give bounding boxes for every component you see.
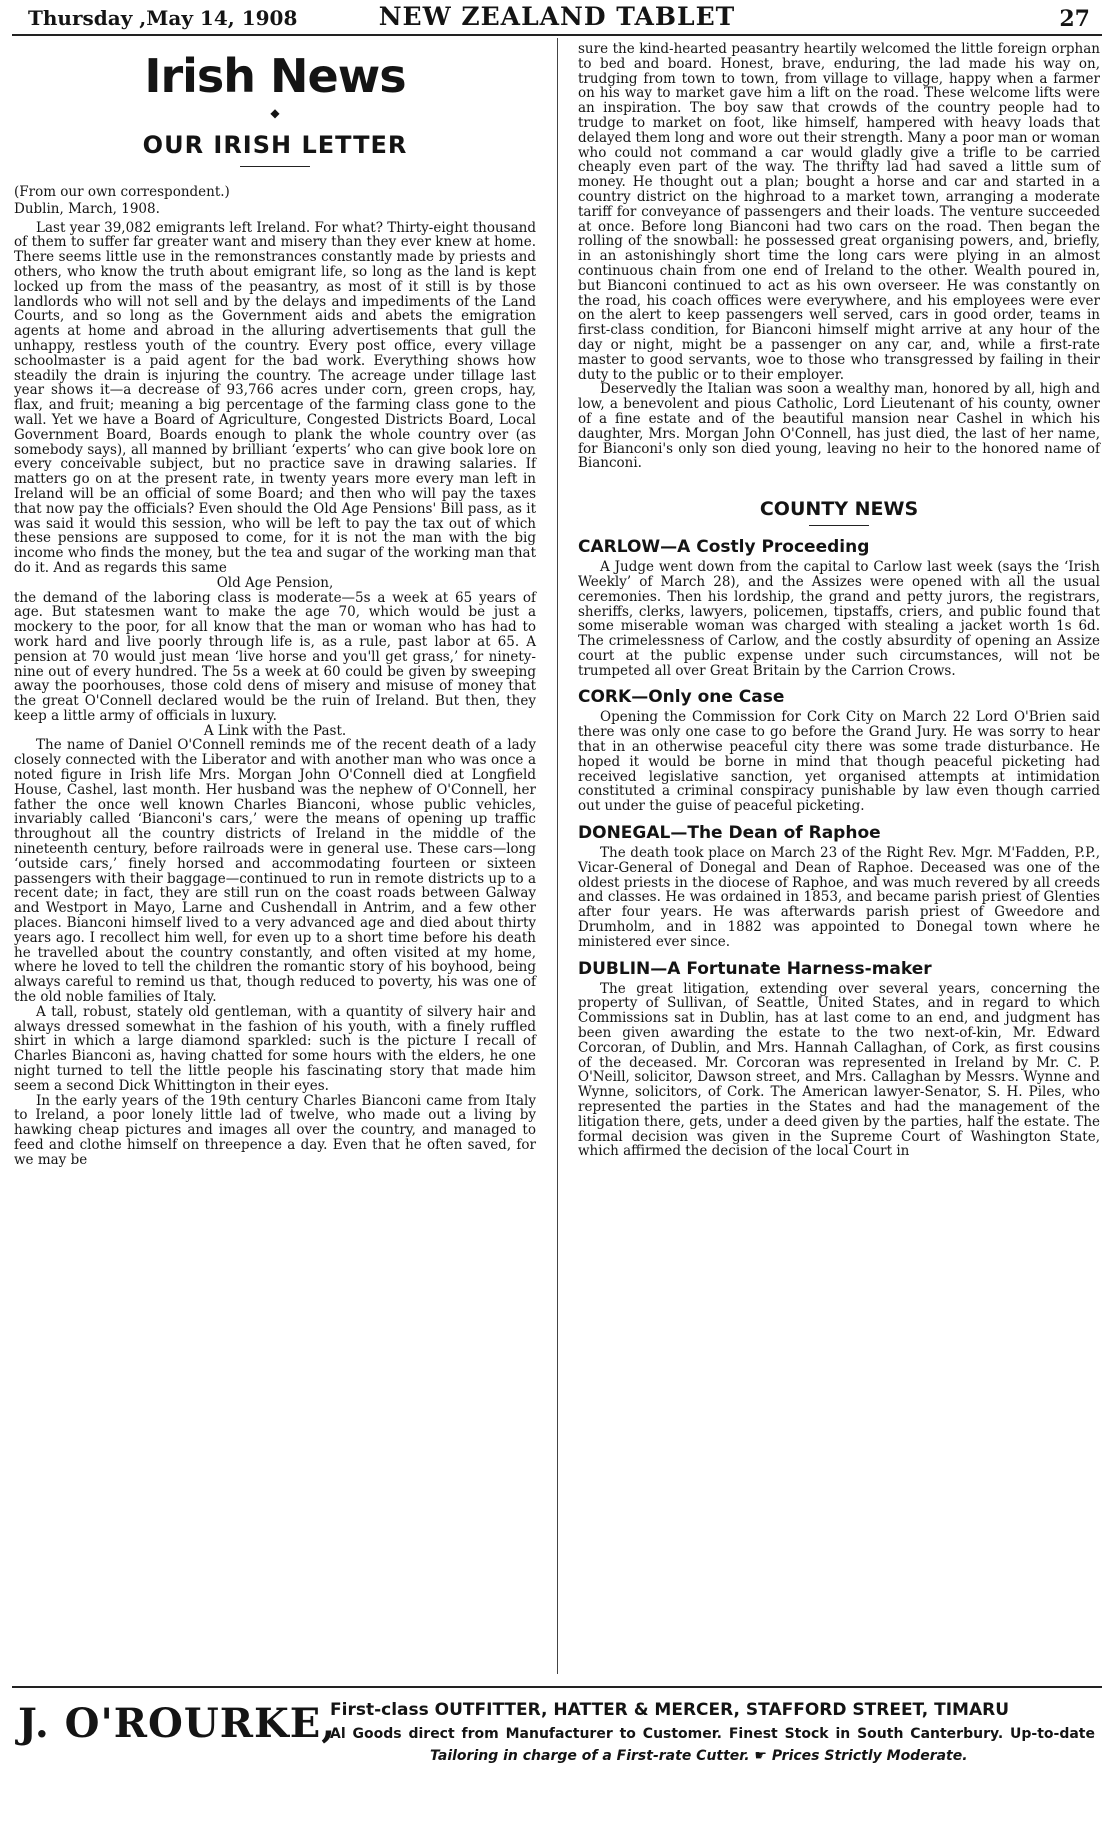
heading-rule xyxy=(240,166,310,167)
county-subheading: DONEGAL—The Dean of Raphoe xyxy=(578,823,881,844)
subheading: A Link with the Past. xyxy=(203,722,347,739)
county-news-heading: COUNTY NEWS xyxy=(759,498,919,521)
dateline: Dublin, March, 1908. xyxy=(14,200,160,217)
article-paragraph: A tall, robust, stately old gentleman, with a quantity of silvery hair and always dressed somewhat in the fashion of his youth, with a finely ruffled shirt in which a large diamond sparkled: such is the picture I recall of Charles Bianconi as, having chatted for some hours with the elders, he one night turned to tell the little people his fascinating story that made him seem a second Dick Whittington in their eyes. xyxy=(14,1003,536,1094)
article-paragraph: In the early years of the 19th century Charles Bianconi came from Italy to Ireland, a poor lonely little lad of twelve, who made out a living by hawking cheap pictures and images all over the country, and managed to feed and clothe himself on threepence a day. Even that he often saved, for we may be xyxy=(14,1092,536,1168)
page-number: 27 xyxy=(1059,6,1090,32)
article-paragraph: The name of Daniel O'Connell reminds me of the recent death of a lady closely connected with the Liberator and with another man who was once a noted figure in Irish life Mrs. Morgan John O'Connell died at Longfield House, Cashel, last month. Her husband was the nephew of O'Connell, her father the once well known Charles Bianconi, whose public vehicles, invariably called ‘Bianconi's cars,’ were the means of opening up traffic throughout all the country districts of Ireland in the middle of the nineteenth century, before railroads were in general use. These cars—long ‘outside cars,’ finely horsed and accommodating fourteen or sixteen passengers with their baggage—continued to run in remote districts up to a recent date; in fact, they are still run on the coast roads between Galway and Westport in Mayo, Larne and Cushendall in Antrim, and a few other places. Bianconi himself lived to a very advanced age and died about thirty years ago. I recollect him well, for even up to a short time before his death he travelled about the country constantly, and often visited at my home, where he loved to tell the children the romantic story of his boyhood, being always careful to remind us that, though reduced to poverty, his was one of the old noble families of Italy. xyxy=(14,737,536,1006)
news-item: A Judge went down from the capital to Carlow last week (says the ‘Irish Weekly’ of March 28), and the Assizes were opened with all the usual ceremonies. Then his lordship, the grand and petty jurors, the registrars, sheriffs, clerks, lawyers, policemen, tipstaffs, criers, and public found that some miserable woman was charged with stealing a jacket worth 1s 6d. The crimelessness of Carlow, and the costly absurdity of opening an Assize court at the public expense under such circumstances, will not be trumpeted all over Great Britain by the Carrion Crows. xyxy=(578,559,1100,679)
ad-line: Al Goods direct from Manufacturer to Customer. Finest Stock in South Canterbury. Up-to-date xyxy=(330,1726,1095,1742)
county-subheading: DUBLIN—A Fortunate Harness-maker xyxy=(578,958,932,979)
section-title: Irish News xyxy=(144,49,406,103)
news-item: Opening the Commission for Cork City on March 22 Lord O'Brien said there was only one case to go before the Grand Jury. He was sorry to hear that in an otherwise peaceful city there was some trade disturbance. He hoped it would be borne in mind that though peaceful picketing had received legislative sanction, yet organised attempts at intimidation constituted a criminal conspiracy punishable by law even though carried out under the guise of peaceful picketing. xyxy=(578,709,1100,815)
ad-line: Tailoring in charge of a First-rate Cutter. ☛ Prices Strictly Moderate. xyxy=(430,1748,968,1764)
ornament-icon: ◆ xyxy=(270,106,280,120)
byline: (From our own correspondent.) xyxy=(14,184,230,200)
page-header xyxy=(0,0,1114,34)
column-divider xyxy=(557,38,558,1674)
ad-line: First-class OUTFITTER, HATTER & MERCER, STAFFORD STREET, TIMARU xyxy=(330,1700,1009,1720)
footer-rule xyxy=(12,1686,1102,1688)
subheading: Old Age Pension, xyxy=(216,574,334,591)
article-paragraph: the demand of the laboring class is moderate—5s a week at 65 years of age. But statesmen want to make the age 70, which would be just a mockery to the poor, for all know that the man or woman who has had to work hard and live poorly through life is, as a rule, past labor at 65. A pension at 70 would just mean ‘live horse and you'll get grass,’ for ninety-nine out of every hundred. The 5s a week at 60 could be given by sweeping away the poorhouses, those cold dens of misery and misuse of money that the great O'Connell declared would be the ruin of Ireland. But then, they keep a little army of officials in luxury. xyxy=(14,589,536,724)
article-paragraph: Deservedly the Italian was soon a wealthy man, honored by all, high and low, a benevolent and pious Catholic, Lord Lieutenant of his county, owner of a fine estate and of the beautiful mansion near Cashel in which his daughter, Mrs. Morgan John O'Connell, has just died, the last of her name, for Bianconi's only son died young, leaving no heir to the honored name of Bianconi. xyxy=(578,381,1100,472)
advertisement-footer xyxy=(0,1686,1114,1835)
news-item: The death took place on March 23 of the Right Rev. Mgr. M'Fadden, P.P., Vicar-General of Donegal and Dean of Raphoe. Deceased was one of the oldest priests in the diocese of Raphoe, and was much revered by all creeds and classes. He was ordained in 1853, and became parish priest of Glenties after four years. He was afterwards parish priest of Gweedore and Drumholm, and in 1882 was appointed to Donegal town where he ministered ever since. xyxy=(578,845,1100,950)
article-heading: OUR IRISH LETTER xyxy=(142,131,408,159)
issue-date: Thursday ,May 14, 1908 xyxy=(28,6,298,30)
heading-rule xyxy=(809,525,869,526)
right-column xyxy=(578,42,1100,1159)
newspaper-title: NEW ZEALAND TABLET xyxy=(378,2,736,31)
left-column xyxy=(14,42,536,1168)
county-subheading: CORK—Only one Case xyxy=(578,687,785,708)
article-paragraph: sure the kind-hearted peasantry heartily welcomed the little foreign orphan to bed and board. Honest, brave, enduring, the lad made his way on, trudging from town to town, from village to village, happy when a farmer on his way to market gave him a lift on the road. These welcome lifts were an inspiration. The boy saw that crowds of the country people had to trudge to market on foot, like himself, hampered with heavy loads that delayed them long and wore out their strength. Many a poor man or woman who could not command a car would gladly give a trifle to be carried cheaply even part of the way. The thrifty lad had saved a little sum of money. He thought out a plan; bought a horse and car and started in a country district on the highroad to a market town, arranging a moderate tariff for conveyance of passengers and their loads. The venture succeeded at once. Before long Bianconi had two cars on the road. Then began the rolling of the snowball: he possessed great organising powers, and, briefly, in an astonishingly short time the long cars were plying in an almost continuous chain from one end of Ireland to the other. Wealth poured in, but Bianconi continued to act as his own overseer. He was constantly on the road, his coach offices were everywhere, and his employees were ever on the alert to keep passengers well served, cars in good order, teams in first-class condition, for Bianconi himself might arrive at any hour of the day or night, might be a passenger on any car, and, while a first-rate master to good servants, woe to those who transgressed by failing in their duty to the public or to their employer. xyxy=(578,41,1100,383)
header-rule xyxy=(12,34,1102,36)
news-item: The great litigation, extending over several years, concerning the property of Sullivan, of Seattle, United States, and in regard to which Commissions sat in Dublin, has at last come to an end, and judgment has been given awarding the estate to the two next-of-kin, Mr. Edward Corcoran, of Dublin, and Mrs. Hannah Callaghan, of Cork, as first cousins of the deceased. Mr. Corcoran was represented in Ireland by Mr. C. P. O'Neill, solicitor, Dawson street, and Mrs. Callaghan by Messrs. Wynne and Wynne, solicitors, of Cork. The American lawyer-Senator, S. H. Piles, who represented the parties in the States and had the management of the litigation there, gets, under a deed given by the parties, half the estate. The formal decision was given in the Supreme Court of Washington State, which affirmed the decision of the local Court in xyxy=(578,980,1100,1160)
article-paragraph: Last year 39,082 emigrants left Ireland. For what? Thirty-eight thousand of them to suffer far greater want and misery than they ever knew at home. There seems little use in the remonstrances constantly made by priests and others, who know the truth about emigrant life, so long as the land is kept locked up from the mass of the peasantry, as most of it still is by those landlords who will not sell and by the delays and impediments of the Land Courts, and so long as the Government aids and abets the emigration agents at home and abroad in the alluring advertisements that gull the unhappy, restless youth of the country. Every post office, every village schoolmaster is a paid agent for the bad work. Everything shows how steadily the drain is injuring the country. The acreage under tillage last year shows it—a decrease of 93,766 acres under corn, green crops, hay, flax, and fruit; meaning a big percentage of the farming class gone to the wall. Yet we have a Board of Agriculture, Congested Districts Board, Local Government Board, Boards enough to plank the whole country over (as somebody says), all manned by brilliant ‘experts’ who can give book lore on every conceivable subject, but no practice save in drawing salaries. If matters go on at the present rate, in twenty years more every man left in Ireland will be an official of some Board; and then who will pay the taxes that now pay the officials? Even should the Old Age Pensions' Bill pass, as it was said it would this session, who will be left to pay the tax out of which these pensions are supposed to come, for it is not the man with the big income who finds the money, but the tea and sugar of the working man that do it. And as regards this same xyxy=(14,219,536,576)
county-subheading: CARLOW—A Costly Proceeding xyxy=(578,537,870,558)
advertiser-name: J. O'ROURKE, xyxy=(18,1700,337,1747)
